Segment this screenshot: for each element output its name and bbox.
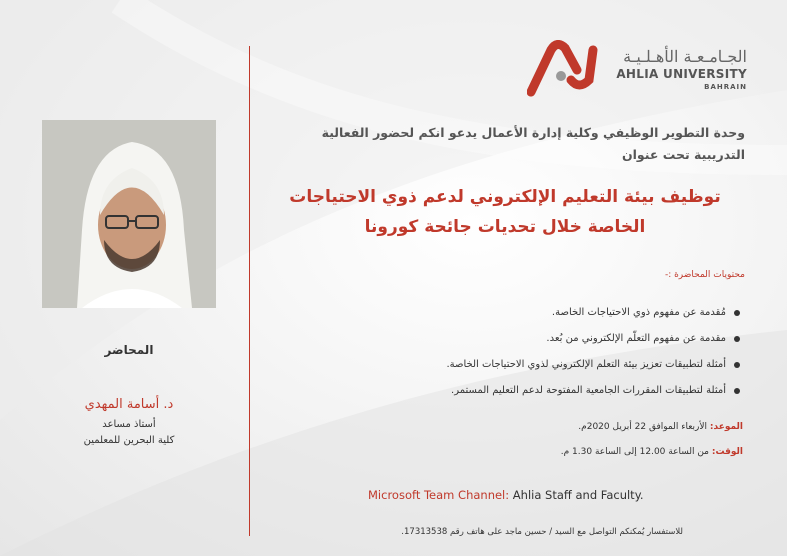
time-value: من الساعة 12.00 إلى الساعة 1.30 م. — [560, 447, 712, 457]
time-row — [280, 447, 743, 457]
list-item: مُقدمة عن مفهوم ذوي الاحتياجات الخاصة. — [280, 300, 740, 326]
teams-value: Ahlia Staff and Faculty. — [509, 488, 644, 502]
date-row — [280, 422, 743, 432]
intro-text: وحدة التطوير الوظيفي وكلية إدارة الأعمال يدعو انكم لحضور الفعالية التدريبية تحت عنوان — [321, 125, 745, 162]
bullet-icon — [734, 336, 740, 342]
event-title: توظيف بيئة التعليم الإلكتروني لدعم ذوي الاحتياجات الخاصة خلال تحديات جائحة كورونا — [289, 187, 721, 237]
teams-channel — [368, 488, 644, 502]
lecturer-label: المحاضر — [104, 343, 154, 357]
date-value: الأربعاء الموافق 22 أبريل 2020م. — [578, 422, 710, 432]
lecturer-name: د. أسامة المهدي — [84, 397, 174, 412]
contents-list — [280, 300, 740, 404]
time-label: الوقت: — [711, 447, 743, 457]
teams-label: Microsoft Team Channel: — [368, 488, 510, 502]
logo-english: AHLIA UNIVERSITY — [616, 67, 747, 81]
contents-heading: محتويات المحاضرة :- — [664, 270, 745, 280]
vertical-divider — [249, 46, 250, 536]
lecturer-photo — [42, 120, 216, 308]
list-item: أمثلة لتطبيقات المقررات الجامعية المفتوحة لدعم التعليم المستمر. — [280, 378, 740, 404]
list-item: أمثلة لتطبيقات تعزيز بيئة التعلم الإلكتروني لذوي الاحتياجات الخاصة. — [280, 352, 740, 378]
logo-location: BAHRAIN — [704, 83, 747, 91]
lecturer-institution: كلية البحرين للمعلمين — [83, 435, 175, 446]
date-label: الموعد: — [709, 422, 743, 432]
bullet-icon — [734, 310, 740, 316]
contact-text: للاستفسار يُمكنكم التواصل مع السيد / حسين ماجد على هاتف رقم 17313538. — [401, 527, 683, 537]
lecturer-portrait-icon — [42, 120, 216, 308]
bullet-icon — [734, 388, 740, 394]
logo-arabic: الجـامـعـة الأهـلـيـة — [623, 47, 747, 66]
bullet-icon — [734, 362, 740, 368]
lecturer-title: أستاذ مساعد — [102, 419, 156, 430]
list-item: مقدمة عن مفهوم التعلّم الإلكتروني من بُعد. — [280, 326, 740, 352]
